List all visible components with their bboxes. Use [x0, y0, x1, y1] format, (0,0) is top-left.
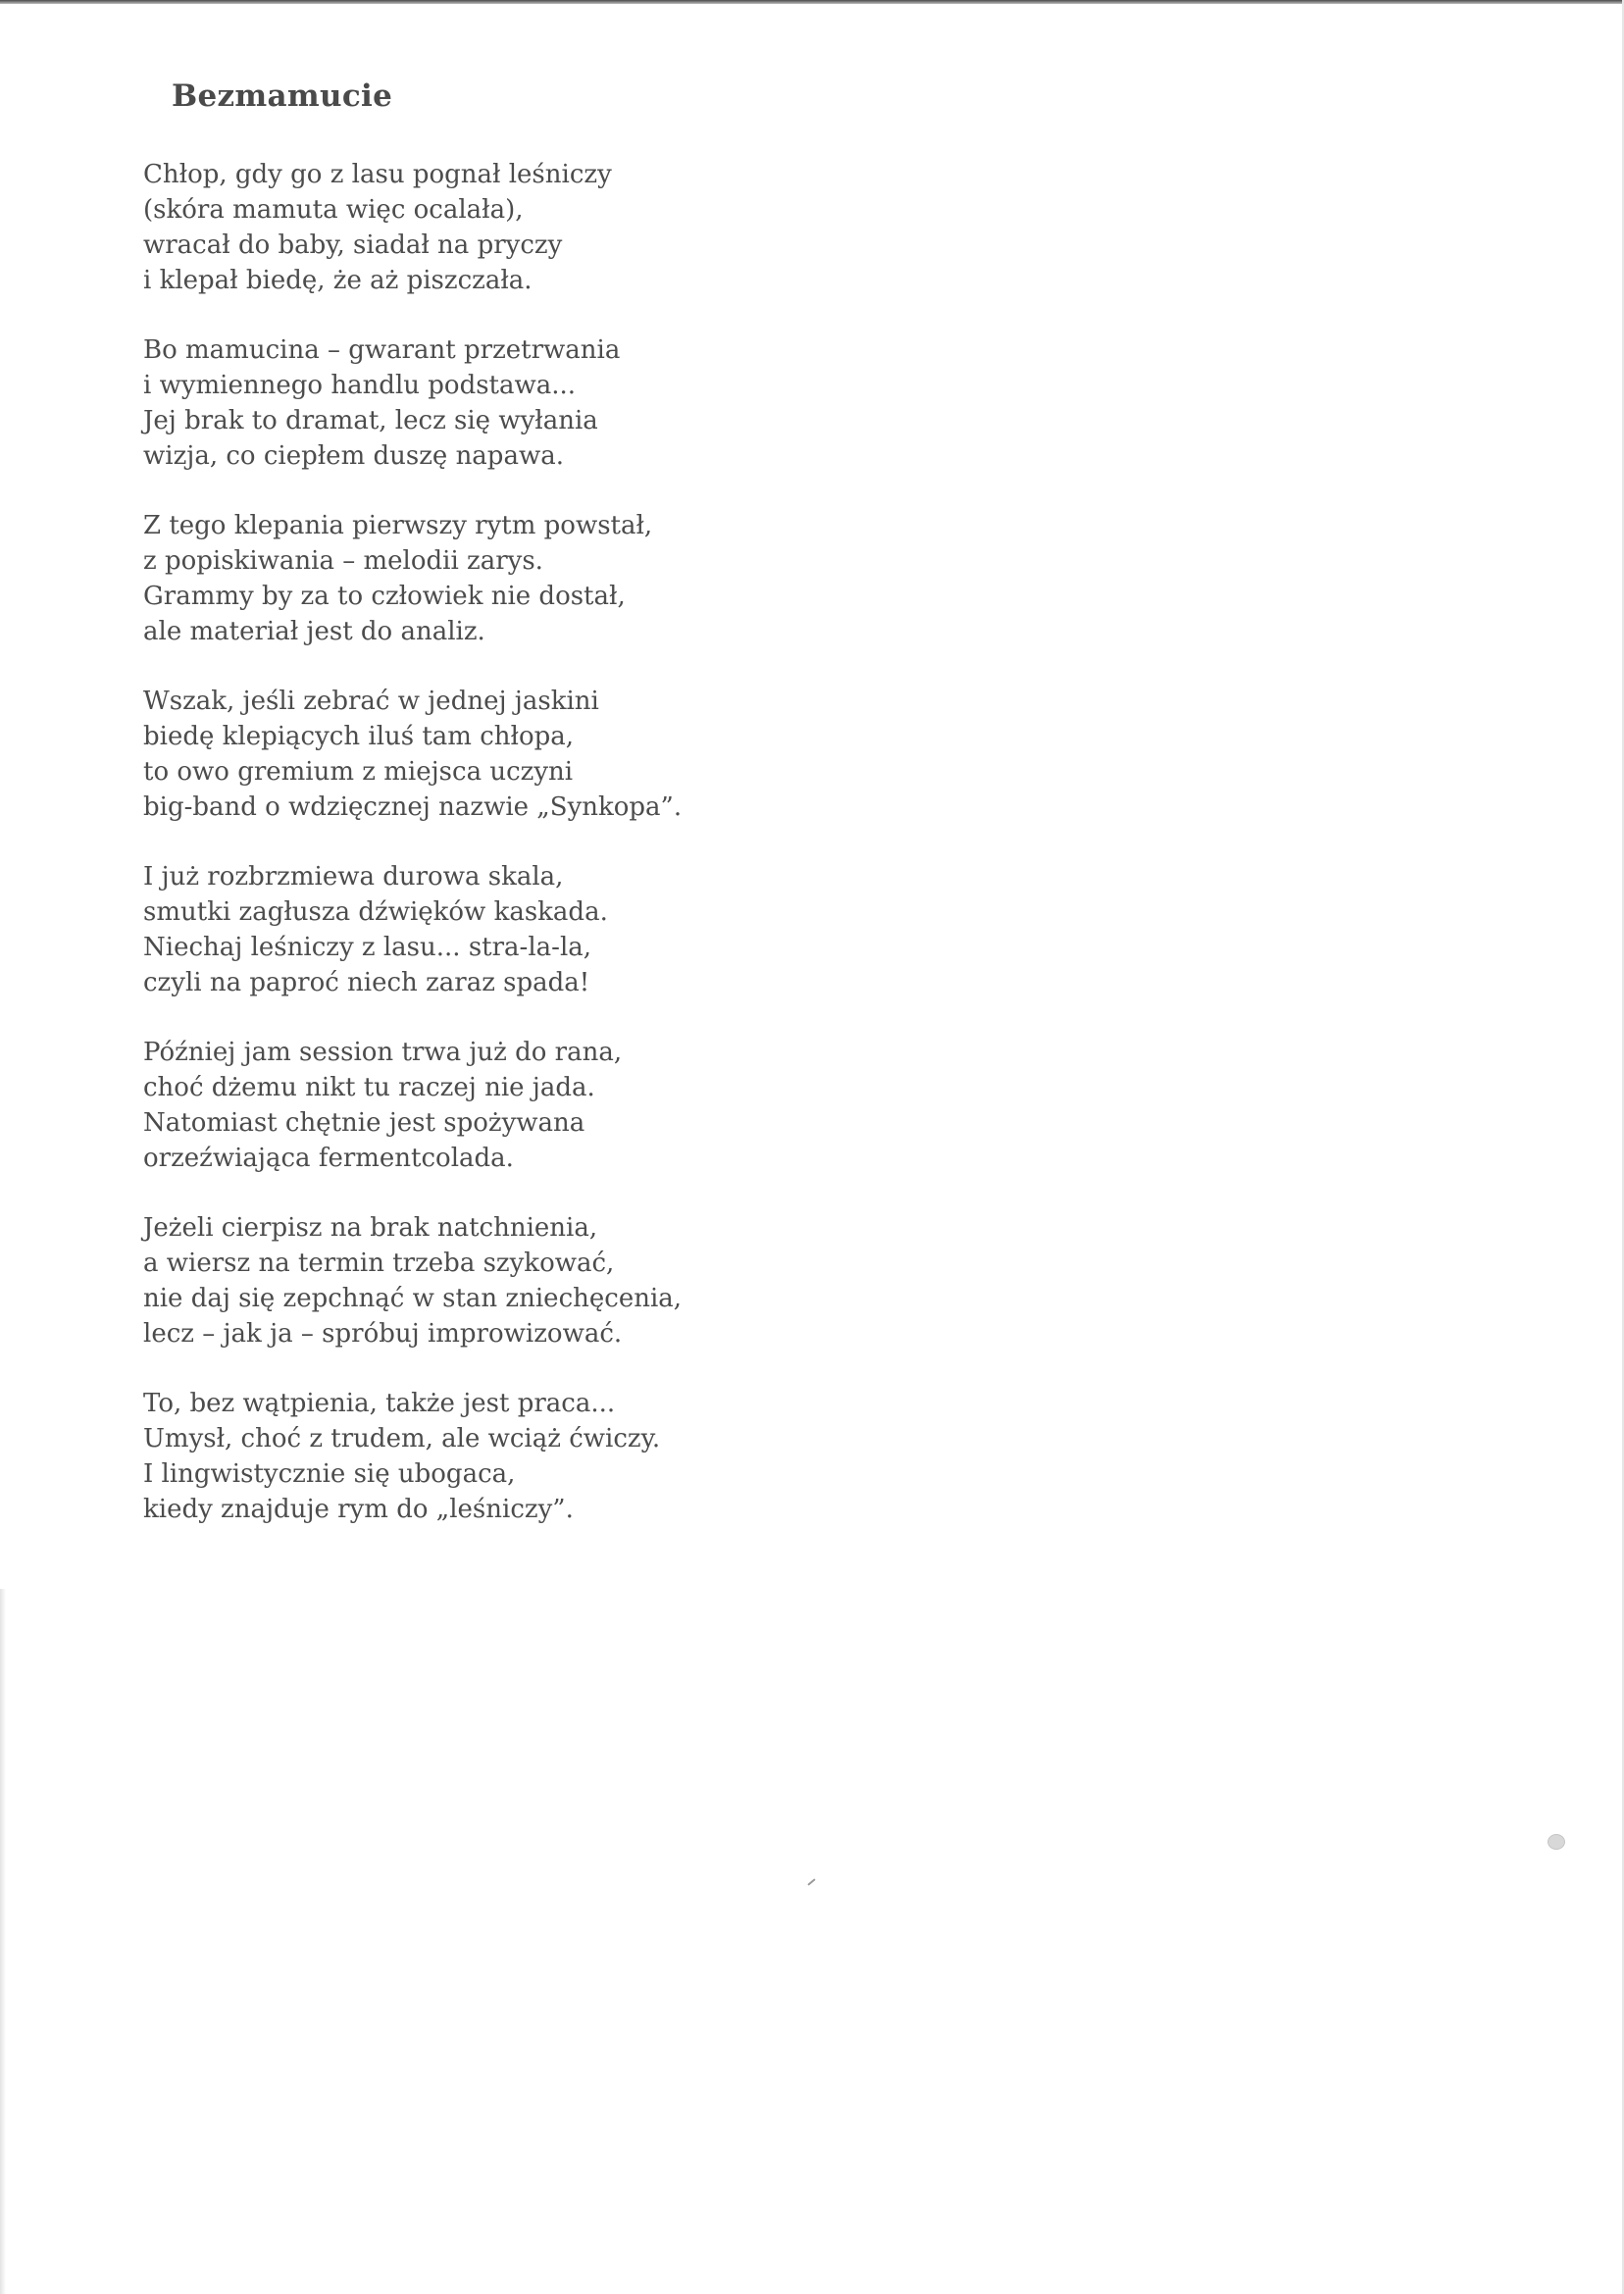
poem-line: orzeźwiająca fermentcolada.: [143, 1144, 514, 1173]
poem-line: czyli na paproć niech zaraz spada!: [143, 968, 590, 997]
poem-line: Chłop, gdy go z lasu pognał leśniczy: [143, 160, 612, 189]
poem-line: biedę klepiących iluś tam chłopa,: [143, 722, 575, 751]
poem-line: Natomiast chętnie jest spożywana: [143, 1108, 585, 1138]
poem-line: Jej brak to dramat, lecz się wyłania: [143, 406, 598, 435]
stanza: [143, 508, 830, 649]
stanza: [143, 1035, 830, 1176]
poem-line: lecz – jak ja – spróbuj improwizować.: [143, 1319, 623, 1349]
poem-line: Później jam session trwa już do rana,: [143, 1038, 623, 1067]
poem-line: choć dżemu nikt tu raczej nie jada.: [143, 1073, 595, 1102]
poem-line: Niechaj leśniczy z lasu... stra-la-la,: [143, 933, 592, 962]
stanza: [143, 1210, 830, 1351]
poem-line: Z tego klepania pierwszy rytm powstał,: [143, 511, 653, 540]
poem-line: Jeżeli cierpisz na brak natchnienia,: [143, 1213, 598, 1243]
poem-line: Grammy by za to człowiek nie dostał,: [143, 582, 626, 611]
stanza: [143, 1386, 830, 1527]
poem-line: To, bez wątpienia, także jest praca...: [143, 1389, 616, 1418]
poem-line: (skóra mamuta więc ocalała),: [143, 195, 524, 225]
stanza: [143, 157, 830, 298]
poem-line: nie daj się zepchnąć w stan zniechęcenia,: [143, 1284, 683, 1313]
poem-line: wracał do baby, siadał na pryczy: [143, 230, 563, 260]
poem-line: big-band o wdzięcznej nazwie „Synkopa”.: [143, 792, 683, 822]
poem-line: Wszak, jeśli zebrać w jednej jaskini: [143, 687, 599, 716]
poem-line: kiedy znajduje rym do „leśniczy”.: [143, 1495, 574, 1524]
poem-line: ale materiał jest do analiz.: [143, 617, 485, 646]
poem-line: z popiskiwania – melodii zarys.: [143, 546, 543, 576]
stanza: [143, 684, 830, 825]
scan-speck: [1548, 1834, 1565, 1850]
poem-line: smutki zagłusza dźwięków kaskada.: [143, 897, 608, 927]
poem-line: Bo mamucina – gwarant przetrwania: [143, 335, 621, 365]
poem-line: to owo gremium z miejsca uczyni: [143, 757, 574, 787]
scan-mark: [807, 1878, 815, 1885]
stanza: [143, 859, 830, 1000]
poem-line: i klepał biedę, że aż piszczała.: [143, 266, 533, 295]
stanza: [143, 332, 830, 474]
poem-line: a wiersz na termin trzeba szykować,: [143, 1249, 615, 1278]
poem-body: [143, 157, 830, 1561]
poem-line: i wymiennego handlu podstawa...: [143, 371, 577, 400]
poem-line: Umysł, choć z trudem, ale wciąż ćwiczy.: [143, 1424, 661, 1453]
poem-title: Bezmamucie: [172, 78, 393, 114]
poem-line: I lingwistycznie się ubogaca,: [143, 1459, 516, 1489]
poem-line: I już rozbrzmiewa durowa skala,: [143, 862, 564, 892]
poem-line: wizja, co ciepłem duszę napawa.: [143, 441, 564, 471]
